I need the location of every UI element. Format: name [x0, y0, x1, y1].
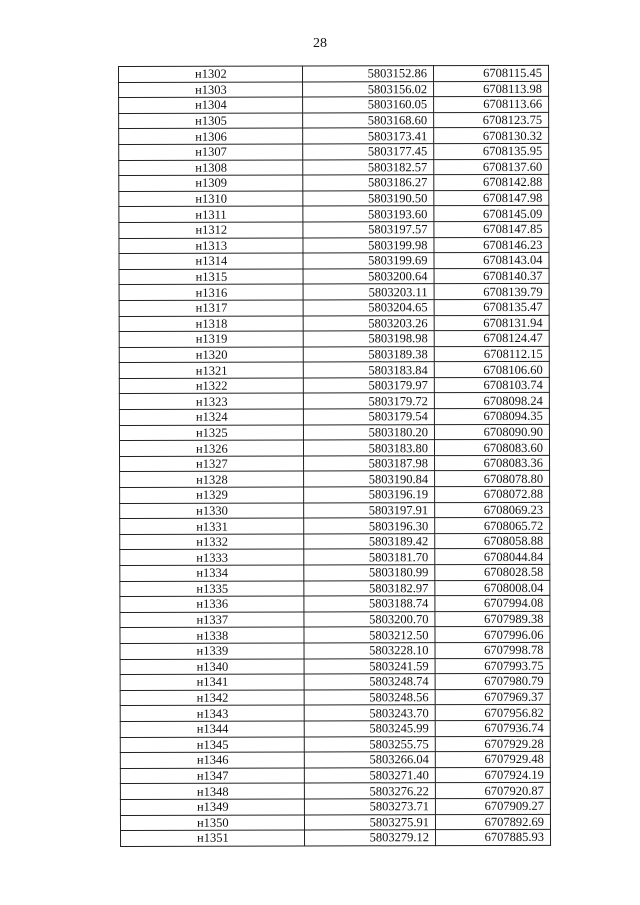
table-row: [119, 268, 549, 285]
x-coordinate-cell: 5803190.84: [304, 471, 435, 487]
point-id-cell: н1303: [119, 82, 303, 98]
table-row: [119, 175, 549, 192]
y-coordinate-cell: 6707929.28: [435, 736, 550, 752]
x-coordinate-cell: 5803182.57: [303, 159, 434, 175]
table-row: [120, 471, 550, 488]
y-coordinate-cell: 6708072.88: [435, 486, 550, 502]
point-id-cell: н1330: [120, 503, 304, 519]
x-coordinate-cell: 5803203.11: [303, 284, 434, 300]
point-id-cell: н1318: [119, 316, 303, 332]
x-coordinate-cell: 5803203.26: [303, 315, 434, 331]
table-row: [119, 377, 549, 394]
x-coordinate-cell: 5803160.05: [303, 97, 434, 113]
point-id-cell: н1308: [119, 160, 303, 176]
y-coordinate-cell: 6708094.35: [434, 408, 549, 424]
table-row: [119, 299, 549, 316]
x-coordinate-cell: 5803193.60: [303, 206, 434, 222]
point-id-cell: н1306: [119, 128, 303, 144]
table-row: [119, 440, 549, 457]
table-row: [120, 486, 550, 503]
x-coordinate-cell: 5803189.42: [304, 533, 435, 549]
x-coordinate-cell: 5803266.04: [304, 752, 435, 768]
point-id-cell: н1307: [119, 144, 303, 160]
point-id-cell: н1344: [120, 721, 304, 737]
x-coordinate-cell: 5803189.38: [303, 346, 434, 362]
point-id-cell: н1336: [120, 596, 304, 612]
y-coordinate-cell: 6708115.45: [434, 65, 549, 81]
y-coordinate-cell: 6708008.04: [435, 580, 550, 596]
table-row: [120, 627, 550, 644]
table-row: [119, 206, 549, 223]
point-id-cell: н1327: [120, 456, 304, 472]
point-id-cell: н1345: [120, 737, 304, 753]
point-id-cell: н1309: [119, 175, 303, 191]
x-coordinate-cell: 5803279.12: [305, 830, 436, 846]
point-id-cell: н1341: [120, 674, 304, 690]
table-row: [120, 580, 550, 597]
table-row: [119, 112, 549, 129]
point-id-cell: н1338: [120, 627, 304, 643]
point-id-cell: н1337: [120, 612, 304, 628]
point-id-cell: н1321: [119, 362, 303, 378]
table-row: [119, 237, 549, 254]
point-id-cell: н1302: [119, 66, 303, 82]
table-row: [120, 455, 550, 472]
x-coordinate-cell: 5803200.70: [304, 611, 435, 627]
x-coordinate-cell: 5803181.70: [304, 549, 435, 565]
x-coordinate-cell: 5803199.69: [303, 253, 434, 269]
x-coordinate-cell: 5803196.19: [304, 487, 435, 503]
table-row: [119, 97, 549, 114]
x-coordinate-cell: 5803179.54: [303, 409, 434, 425]
x-coordinate-cell: 5803248.56: [304, 689, 435, 705]
table-row: [120, 736, 550, 753]
x-coordinate-cell: 5803200.64: [303, 268, 434, 284]
x-coordinate-cell: 5803177.45: [303, 144, 434, 160]
x-coordinate-cell: 5803179.72: [303, 393, 434, 409]
y-coordinate-cell: 6707892.69: [435, 814, 550, 830]
y-coordinate-cell: 6708139.79: [434, 284, 549, 300]
table-row: [120, 502, 550, 519]
x-coordinate-cell: 5803276.22: [304, 783, 435, 799]
point-id-cell: н1312: [119, 222, 303, 238]
table-row: [120, 705, 550, 722]
y-coordinate-cell: 6708069.23: [435, 502, 550, 518]
x-coordinate-cell: 5803182.97: [304, 580, 435, 596]
x-coordinate-cell: 5803173.41: [303, 128, 434, 144]
table-row: [119, 221, 549, 238]
x-coordinate-cell: 5803188.74: [304, 596, 435, 612]
y-coordinate-cell: 6708065.72: [435, 518, 550, 534]
point-id-cell: н1349: [120, 799, 304, 815]
table-row: [120, 658, 550, 675]
point-id-cell: н1348: [120, 783, 304, 799]
coordinates-table: [118, 65, 551, 847]
table-row: [120, 814, 550, 831]
y-coordinate-cell: 6708083.36: [435, 455, 550, 471]
y-coordinate-cell: 6707909.27: [435, 798, 550, 814]
table-row: [119, 143, 549, 160]
y-coordinate-cell: 6708090.90: [434, 424, 549, 440]
point-id-cell: н1332: [120, 534, 304, 550]
point-id-cell: н1328: [120, 471, 304, 487]
table-row: [120, 518, 550, 535]
point-id-cell: н1334: [120, 565, 304, 581]
x-coordinate-cell: 5803183.84: [303, 362, 434, 378]
y-coordinate-cell: 6708135.95: [434, 143, 549, 159]
table-row: [120, 689, 550, 706]
point-id-cell: н1319: [119, 331, 303, 347]
y-coordinate-cell: 6708135.47: [434, 299, 549, 315]
x-coordinate-cell: 5803243.70: [304, 705, 435, 721]
x-coordinate-cell: 5803196.30: [304, 518, 435, 534]
point-id-cell: н1313: [119, 238, 303, 254]
y-coordinate-cell: 6708131.94: [434, 315, 549, 331]
point-id-cell: н1339: [120, 643, 304, 659]
table-row: [120, 596, 550, 613]
y-coordinate-cell: 6708106.60: [434, 362, 549, 378]
x-coordinate-cell: 5803190.50: [303, 190, 434, 206]
y-coordinate-cell: 6708140.37: [434, 268, 549, 284]
x-coordinate-cell: 5803199.98: [303, 237, 434, 253]
table-row: [119, 330, 549, 347]
table-row: [120, 642, 550, 659]
y-coordinate-cell: 6707994.08: [435, 596, 550, 612]
table-row: [120, 611, 550, 628]
y-coordinate-cell: 6708124.47: [434, 330, 549, 346]
x-coordinate-cell: 5803180.20: [303, 424, 434, 440]
table-row: [119, 128, 549, 145]
x-coordinate-cell: 5803197.91: [304, 502, 435, 518]
point-id-cell: н1350: [120, 815, 304, 831]
x-coordinate-cell: 5803198.98: [303, 331, 434, 347]
x-coordinate-cell: 5803271.40: [304, 767, 435, 783]
table-row: [119, 190, 549, 207]
y-coordinate-cell: 6708028.58: [435, 564, 550, 580]
point-id-cell: н1315: [119, 269, 303, 285]
table-row: [119, 252, 549, 269]
y-coordinate-cell: 6707956.82: [435, 705, 550, 721]
y-coordinate-cell: 6708113.66: [434, 97, 549, 113]
point-id-cell: н1316: [119, 284, 303, 300]
x-coordinate-cell: 5803248.74: [304, 674, 435, 690]
x-coordinate-cell: 5803245.99: [304, 721, 435, 737]
x-coordinate-cell: 5803204.65: [303, 300, 434, 316]
point-id-cell: н1335: [120, 581, 304, 597]
table-row: [121, 829, 551, 846]
point-id-cell: н1329: [120, 487, 304, 503]
x-coordinate-cell: 5803183.80: [303, 440, 434, 456]
y-coordinate-cell: 6708058.88: [435, 533, 550, 549]
x-coordinate-cell: 5803275.91: [304, 814, 435, 830]
point-id-cell: н1305: [119, 113, 303, 129]
table-row: [119, 362, 549, 379]
table-row: [119, 81, 549, 98]
point-id-cell: н1322: [119, 378, 303, 394]
table-row: [119, 346, 549, 363]
x-coordinate-cell: 5803255.75: [304, 736, 435, 752]
y-coordinate-cell: 6707885.93: [436, 829, 551, 845]
table-row: [120, 798, 550, 815]
y-coordinate-cell: 6707929.48: [435, 751, 550, 767]
y-coordinate-cell: 6708078.80: [435, 471, 550, 487]
y-coordinate-cell: 6708044.84: [435, 549, 550, 565]
y-coordinate-cell: 6708142.88: [434, 175, 549, 191]
y-coordinate-cell: 6707998.78: [435, 642, 550, 658]
y-coordinate-cell: 6708137.60: [434, 159, 549, 175]
x-coordinate-cell: 5803179.97: [303, 378, 434, 394]
table-row: [119, 284, 549, 301]
y-coordinate-cell: 6707936.74: [435, 720, 550, 736]
table-row: [120, 533, 550, 550]
y-coordinate-cell: 6708113.98: [434, 81, 549, 97]
point-id-cell: н1326: [119, 440, 303, 456]
y-coordinate-cell: 6708083.60: [434, 440, 549, 456]
table-row: [120, 783, 550, 800]
table-row: [119, 159, 549, 176]
y-coordinate-cell: 6707924.19: [435, 767, 550, 783]
point-id-cell: н1325: [119, 425, 303, 441]
point-id-cell: н1314: [119, 253, 303, 269]
y-coordinate-cell: 6708146.23: [434, 237, 549, 253]
x-coordinate-cell: 5803152.86: [303, 66, 434, 82]
y-coordinate-cell: 6708123.75: [434, 112, 549, 128]
x-coordinate-cell: 5803228.10: [304, 643, 435, 659]
x-coordinate-cell: 5803168.60: [303, 112, 434, 128]
point-id-cell: н1340: [120, 659, 304, 675]
point-id-cell: н1323: [119, 393, 303, 409]
table-row: [119, 65, 549, 82]
point-id-cell: н1304: [119, 97, 303, 113]
y-coordinate-cell: 6708147.85: [434, 221, 549, 237]
x-coordinate-cell: 5803156.02: [303, 81, 434, 97]
point-id-cell: н1347: [120, 768, 304, 784]
table-row: [120, 767, 550, 784]
y-coordinate-cell: 6707993.75: [435, 658, 550, 674]
x-coordinate-cell: 5803273.71: [304, 799, 435, 815]
point-id-cell: н1346: [120, 752, 304, 768]
point-id-cell: н1342: [120, 690, 304, 706]
point-id-cell: н1311: [119, 206, 303, 222]
point-id-cell: н1331: [120, 518, 304, 534]
x-coordinate-cell: 5803187.98: [304, 456, 435, 472]
point-id-cell: н1333: [120, 549, 304, 565]
x-coordinate-cell: 5803212.50: [304, 627, 435, 643]
y-coordinate-cell: 6707920.87: [435, 783, 550, 799]
y-coordinate-cell: 6707980.79: [435, 674, 550, 690]
x-coordinate-cell: 5803197.57: [303, 222, 434, 238]
point-id-cell: н1317: [119, 300, 303, 316]
y-coordinate-cell: 6708130.32: [434, 128, 549, 144]
x-coordinate-cell: 5803186.27: [303, 175, 434, 191]
page-number: 28: [313, 36, 327, 51]
x-coordinate-cell: 5803180.99: [304, 565, 435, 581]
coordinates-table-body: [119, 65, 551, 846]
table-row: [119, 393, 549, 410]
x-coordinate-cell: 5803241.59: [304, 658, 435, 674]
y-coordinate-cell: 6707996.06: [435, 627, 550, 643]
table-row: [120, 720, 550, 737]
table-row: [119, 424, 549, 441]
table-row: [120, 674, 550, 691]
table-row: [120, 751, 550, 768]
point-id-cell: н1324: [119, 409, 303, 425]
table-row: [119, 408, 549, 425]
table-row: [120, 549, 550, 566]
table-row: [119, 315, 549, 332]
y-coordinate-cell: 6708103.74: [434, 377, 549, 393]
table-row: [120, 564, 550, 581]
y-coordinate-cell: 6708098.24: [434, 393, 549, 409]
y-coordinate-cell: 6707969.37: [435, 689, 550, 705]
point-id-cell: н1310: [119, 191, 303, 207]
y-coordinate-cell: 6707989.38: [435, 611, 550, 627]
y-coordinate-cell: 6708147.98: [434, 190, 549, 206]
point-id-cell: н1343: [120, 705, 304, 721]
point-id-cell: н1351: [121, 830, 305, 846]
y-coordinate-cell: 6708145.09: [434, 206, 549, 222]
y-coordinate-cell: 6708112.15: [434, 346, 549, 362]
y-coordinate-cell: 6708143.04: [434, 252, 549, 268]
point-id-cell: н1320: [119, 347, 303, 363]
